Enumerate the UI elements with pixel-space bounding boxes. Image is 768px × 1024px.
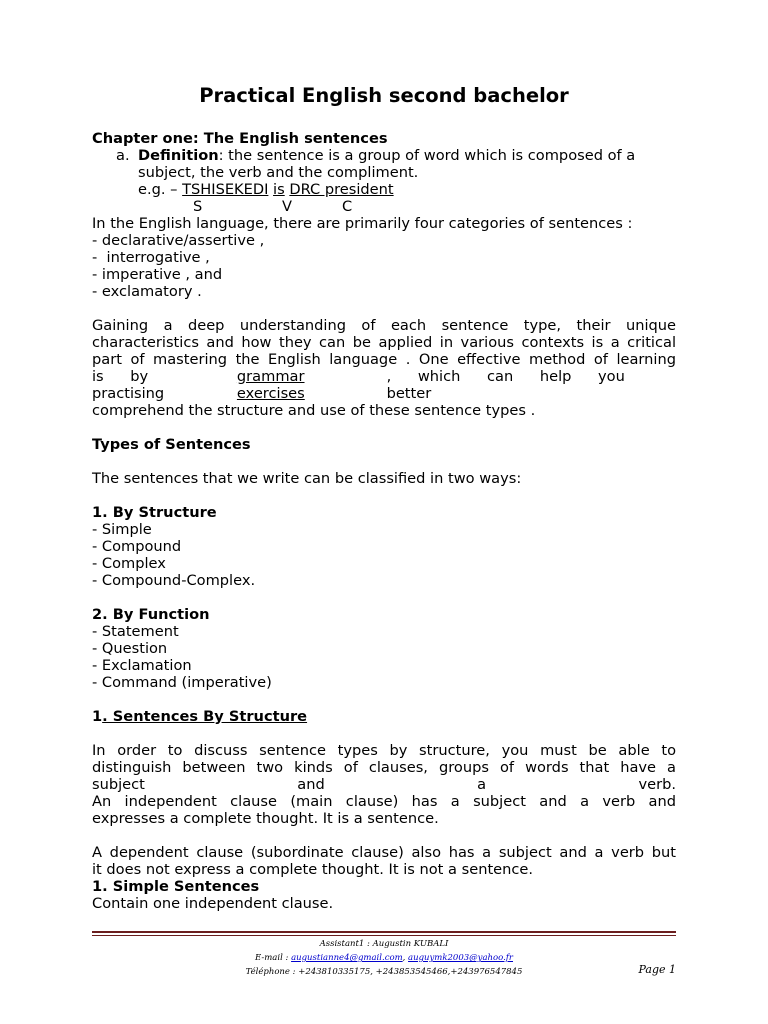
list-item: - Complex: [92, 555, 166, 572]
section-heading-structure: 1. Sentences By Structure: [92, 708, 308, 725]
list-item: - Statement: [92, 623, 179, 640]
list-item: - Compound-Complex.: [92, 572, 256, 589]
simple-sentences-heading: 1. Simple Sentences: [92, 878, 260, 895]
list-item: - declarative/assertive ,: [92, 232, 265, 249]
list-item: - interrogative ,: [92, 249, 210, 266]
label-c: C: [342, 198, 353, 215]
categories-intro: In the English language, there are primarily four categories of sentences :: [92, 215, 633, 232]
document-body: [92, 84, 676, 912]
label-v: V: [282, 198, 292, 215]
svc-labels: [92, 198, 676, 215]
paragraph-dependent: A dependent clause (subordinate clause) also has a subject and a verb but it does not express a complete thought. It is not a sentence.: [92, 844, 676, 878]
example-verb: is: [273, 181, 285, 198]
list-item: - Exclamation: [92, 657, 192, 674]
list-item: - Question: [92, 640, 168, 657]
types-intro: The sentences that we write can be classified in two ways:: [92, 470, 522, 487]
paragraph-order: In order to discuss sentence types by structure, you must be able to distinguish between two kinds of clauses, groups of words that have a subject and a verb. An independent clause (main clause) has a subject and a verb and expresses a complete thought. It is a sentence.: [92, 742, 676, 827]
footer-rule: [92, 931, 676, 933]
grammar-exercises-link[interactable]: grammar exercises: [236, 368, 305, 402]
paragraph-gaining: Gaining a deep understanding of each sentence type, their unique characteristics and how they can be applied in various contexts is a critical part of mastering the English language . One effective method of learning is by practising grammar exercises , which can help you better comprehend the structure and use of these sentence types .: [92, 317, 676, 419]
chapter-heading: Chapter one: The English sentences: [92, 130, 388, 147]
page-footer: [92, 937, 676, 979]
example-prefix: e.g. –: [138, 181, 183, 198]
example-complement: DRC president: [289, 181, 394, 198]
email-link-2[interactable]: auguymk2003@yahoo.fr: [408, 953, 513, 963]
list-item: - Command (imperative): [92, 674, 272, 691]
label-s: S: [193, 198, 203, 215]
list-marker: a.: [116, 147, 130, 164]
list-item: - imperative , and: [92, 266, 223, 283]
footer-assistant: Assistant1 : Augustin KUBALI: [319, 939, 449, 949]
page-number: Page 1: [638, 963, 676, 976]
definition-text-cont: subject, the verb and the compliment.: [138, 164, 419, 181]
footer-email-line: E-mail : augustianne4@gmail.com, auguymk2003@yahoo.fr: [255, 953, 513, 963]
footer-phone: Téléphone : +243810335175, +243853545466,+243976547845: [245, 967, 523, 977]
simple-sentences-text: Contain one independent clause.: [92, 895, 334, 912]
definition-term: Definition: [138, 147, 219, 164]
example-subject: TSHISEKEDI: [182, 181, 269, 198]
types-heading: Types of Sentences: [92, 436, 251, 453]
page-title: Practical English second bachelor: [199, 84, 569, 107]
list-item: - exclamatory .: [92, 283, 202, 300]
by-structure-heading: 1. By Structure: [92, 504, 217, 521]
definition-item: [92, 147, 676, 198]
footer-rule-thin: [92, 935, 676, 936]
list-item: - Simple: [92, 521, 152, 538]
definition-text: : the sentence is a group of word which is composed of a: [218, 147, 636, 164]
by-function-heading: 2. By Function: [92, 606, 210, 623]
list-item: - Compound: [92, 538, 182, 555]
email-link-1[interactable]: augustianne4@gmail.com: [291, 953, 403, 963]
